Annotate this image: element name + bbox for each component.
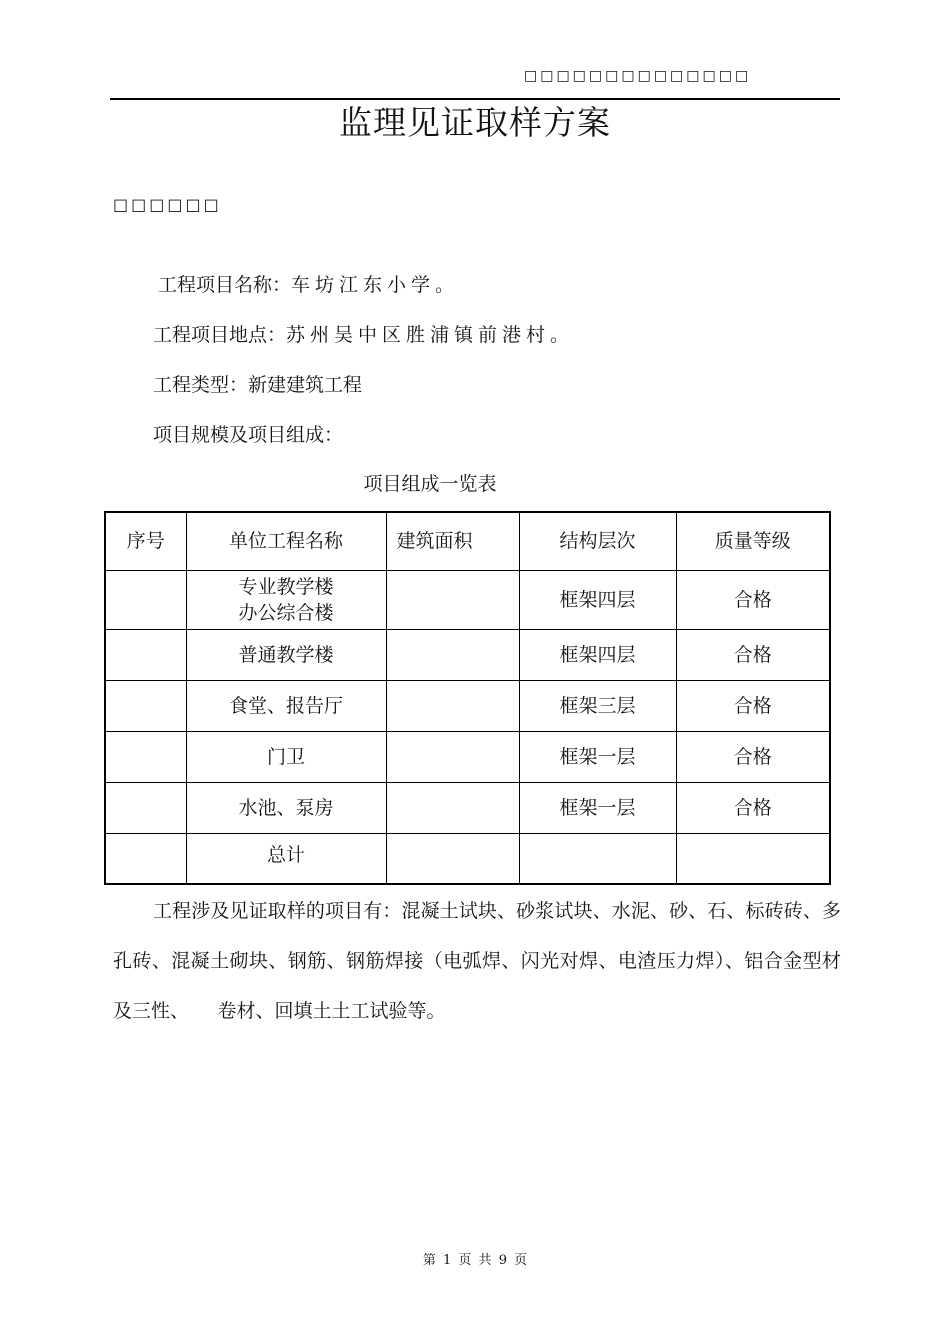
sampling-items-paragraph: 工程涉及见证取样的项目有：混凝土试块、砂浆试块、水泥、砂、石、标砖砖、多孔砖、混凝土砌块、钢筋、钢筋焊接（电弧焊、闪光对焊、电渣压力焊）、铝合金型材及三性、 卷材、回填土土工试验等。 xyxy=(113,900,841,1022)
project-location-value: 苏州吴中区胜浦镇前港村。 xyxy=(286,324,575,346)
cell-structure xyxy=(519,833,676,884)
cell-structure: 框架四层 xyxy=(519,570,676,629)
cell-grade: 合格 xyxy=(676,629,830,680)
table-row xyxy=(105,570,830,629)
cell-name: 总计 xyxy=(186,833,386,884)
cell-name-line: 专业教学楼 xyxy=(238,575,334,598)
cell-no xyxy=(105,629,186,680)
document-title: 监理见证取样方案 xyxy=(339,103,611,142)
table-header-row xyxy=(105,512,830,570)
project-name-label: 工程项目名称： xyxy=(158,274,292,296)
project-composition-table xyxy=(104,511,831,885)
project-location-line xyxy=(153,320,574,347)
project-scale-line xyxy=(153,420,343,447)
cell-name: 水池、泵房 xyxy=(186,782,386,833)
table-row xyxy=(105,782,830,833)
project-type-label: 工程类型： xyxy=(153,374,249,396)
header-cell-area: 建筑面积 xyxy=(386,512,519,570)
cell-no xyxy=(105,731,186,782)
table-row xyxy=(105,680,830,731)
cell-name: 食堂、报告厅 xyxy=(186,680,386,731)
cell-grade xyxy=(676,833,830,884)
cell-no xyxy=(105,570,186,629)
cell-structure: 框架一层 xyxy=(519,782,676,833)
header-cell-structure: 结构层次 xyxy=(519,512,676,570)
cell-name: 普通教学楼 xyxy=(186,629,386,680)
cell-name: 门卫 xyxy=(186,731,386,782)
cell-structure: 框架一层 xyxy=(519,731,676,782)
table-row xyxy=(105,629,830,680)
project-location-label: 工程项目地点： xyxy=(153,324,287,346)
section-heading: □□□□□□ xyxy=(113,195,222,214)
project-type-line xyxy=(153,370,362,397)
table-row xyxy=(105,731,830,782)
cell-structure: 框架三层 xyxy=(519,680,676,731)
header-note: □□□□□□□□□□□□□□ xyxy=(524,68,752,84)
header-cell-grade: 质量等级 xyxy=(676,512,830,570)
cell-name xyxy=(186,570,386,629)
cell-no xyxy=(105,680,186,731)
cell-no xyxy=(105,833,186,884)
project-name-line xyxy=(158,270,459,297)
cell-area xyxy=(386,629,519,680)
project-name-value: 车坊江东小学。 xyxy=(291,274,460,296)
cell-area xyxy=(386,833,519,884)
project-type-value: 新建建筑工程 xyxy=(248,374,363,396)
cell-grade: 合格 xyxy=(676,731,830,782)
cell-area xyxy=(386,680,519,731)
cell-grade: 合格 xyxy=(676,680,830,731)
table-caption: 项目组成一览表 xyxy=(363,473,497,495)
cell-area xyxy=(386,731,519,782)
project-scale-label: 项目规模及项目组成： xyxy=(153,424,344,446)
header-cell-name: 单位工程名称 xyxy=(186,512,386,570)
page-footer: 第 1 页 共 9 页 xyxy=(422,1253,528,1268)
cell-area xyxy=(386,570,519,629)
cell-grade: 合格 xyxy=(676,782,830,833)
cell-area xyxy=(386,782,519,833)
cell-name-line: 办公综合楼 xyxy=(238,601,334,624)
cell-grade: 合格 xyxy=(676,570,830,629)
cell-structure: 框架四层 xyxy=(519,629,676,680)
cell-no xyxy=(105,782,186,833)
header-cell-no: 序号 xyxy=(105,512,186,570)
table-row xyxy=(105,833,830,884)
